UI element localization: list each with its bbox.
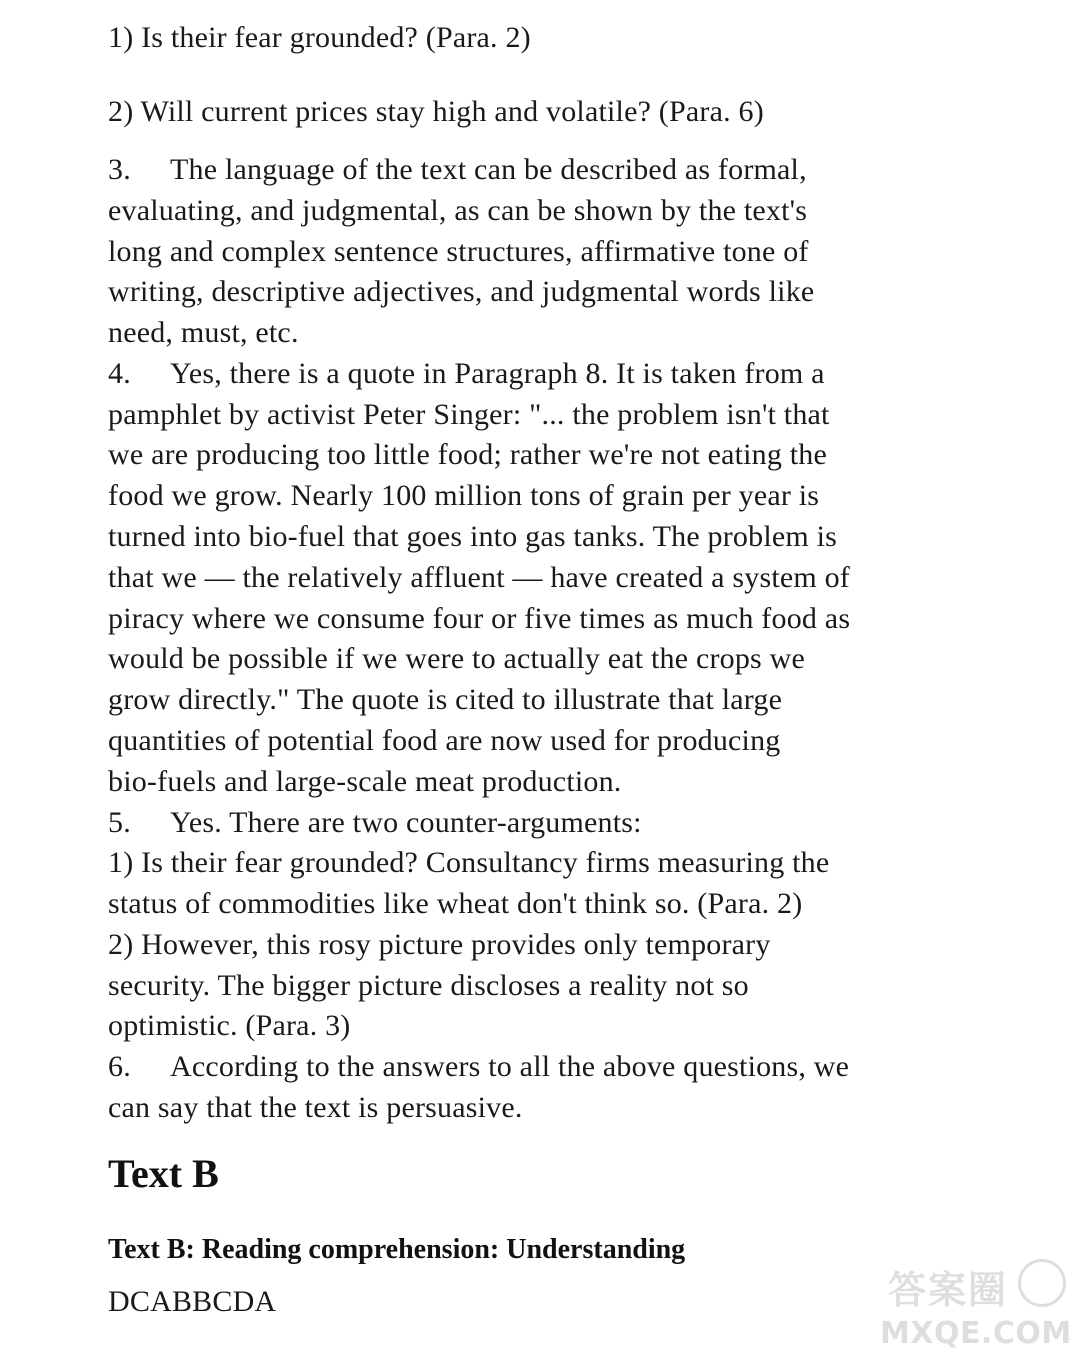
text-line: can say that the text is persuasive. xyxy=(108,1091,523,1124)
subsection-heading: Text B: Reading comprehension: Understanding xyxy=(108,1234,686,1265)
text-line: we are producing too little food; rather we're not eating the xyxy=(108,438,828,471)
text-line: food we grow. Nearly 100 million tons of grain per year is xyxy=(108,479,820,512)
text-line: status of commodities like wheat don't think so. (Para. 2) xyxy=(108,887,803,920)
item-number: 6. xyxy=(108,1050,131,1083)
text-line: optimistic. (Para. 3) xyxy=(108,1009,351,1042)
section-heading: Text B xyxy=(108,1151,219,1196)
text-line: quantities of potential food are now used for producing xyxy=(108,724,781,757)
text-line: that we — the relatively affluent — have created a system of xyxy=(108,561,850,594)
text-line: 2) Will current prices stay high and volatile? (Para. 6) xyxy=(108,95,764,128)
text-line: 2) However, this rosy picture provides only temporary xyxy=(108,928,771,961)
answer-4-line xyxy=(108,354,825,394)
answer-key: DCABBCDA xyxy=(108,1285,277,1318)
answer-5-line xyxy=(108,803,642,843)
text-line: Yes, there is a quote in Paragraph 8. It is taken from a xyxy=(170,357,825,390)
item-number: 5. xyxy=(108,806,131,839)
text-line: 1) Is their fear grounded? (Para. 2) xyxy=(108,21,531,54)
text-line: would be possible if we were to actually eat the crops we xyxy=(108,642,806,675)
watermark-top-text: 答案圈 xyxy=(888,1268,1009,1312)
text-line: The language of the text can be described as formal, xyxy=(170,153,807,186)
watermark-circle-icon xyxy=(1018,1259,1066,1307)
text-line: grow directly." The quote is cited to illustrate that large xyxy=(108,683,783,716)
text-line: long and complex sentence structures, affirmative tone of xyxy=(108,235,809,268)
text-line: writing, descriptive adjectives, and judgmental words like xyxy=(108,275,815,308)
answer-3-line xyxy=(108,150,807,190)
text-line: 1) Is their fear grounded? Consultancy firms measuring the xyxy=(108,846,830,879)
text-line: turned into bio-fuel that goes into gas tanks. The problem is xyxy=(108,520,838,553)
text-line: need, must, etc. xyxy=(108,316,299,349)
text-line: Yes. There are two counter-arguments: xyxy=(170,806,642,839)
text-line: evaluating, and judgmental, as can be shown by the text's xyxy=(108,194,808,227)
text-line: piracy where we consume four or five times as much food as xyxy=(108,602,851,635)
text-line: security. The bigger picture discloses a reality not so xyxy=(108,969,749,1002)
text-line: pamphlet by activist Peter Singer: "... the problem isn't that xyxy=(108,398,830,431)
watermark-bottom-text: MXQE.COM xyxy=(880,1316,1072,1351)
answer-6-line xyxy=(108,1047,849,1087)
item-number: 4. xyxy=(108,357,131,390)
text-line: bio-fuels and large-scale meat production. xyxy=(108,765,622,798)
watermark-logo xyxy=(880,1255,1070,1351)
item-number: 3. xyxy=(108,153,131,186)
text-line: According to the answers to all the above questions, we xyxy=(170,1050,850,1083)
